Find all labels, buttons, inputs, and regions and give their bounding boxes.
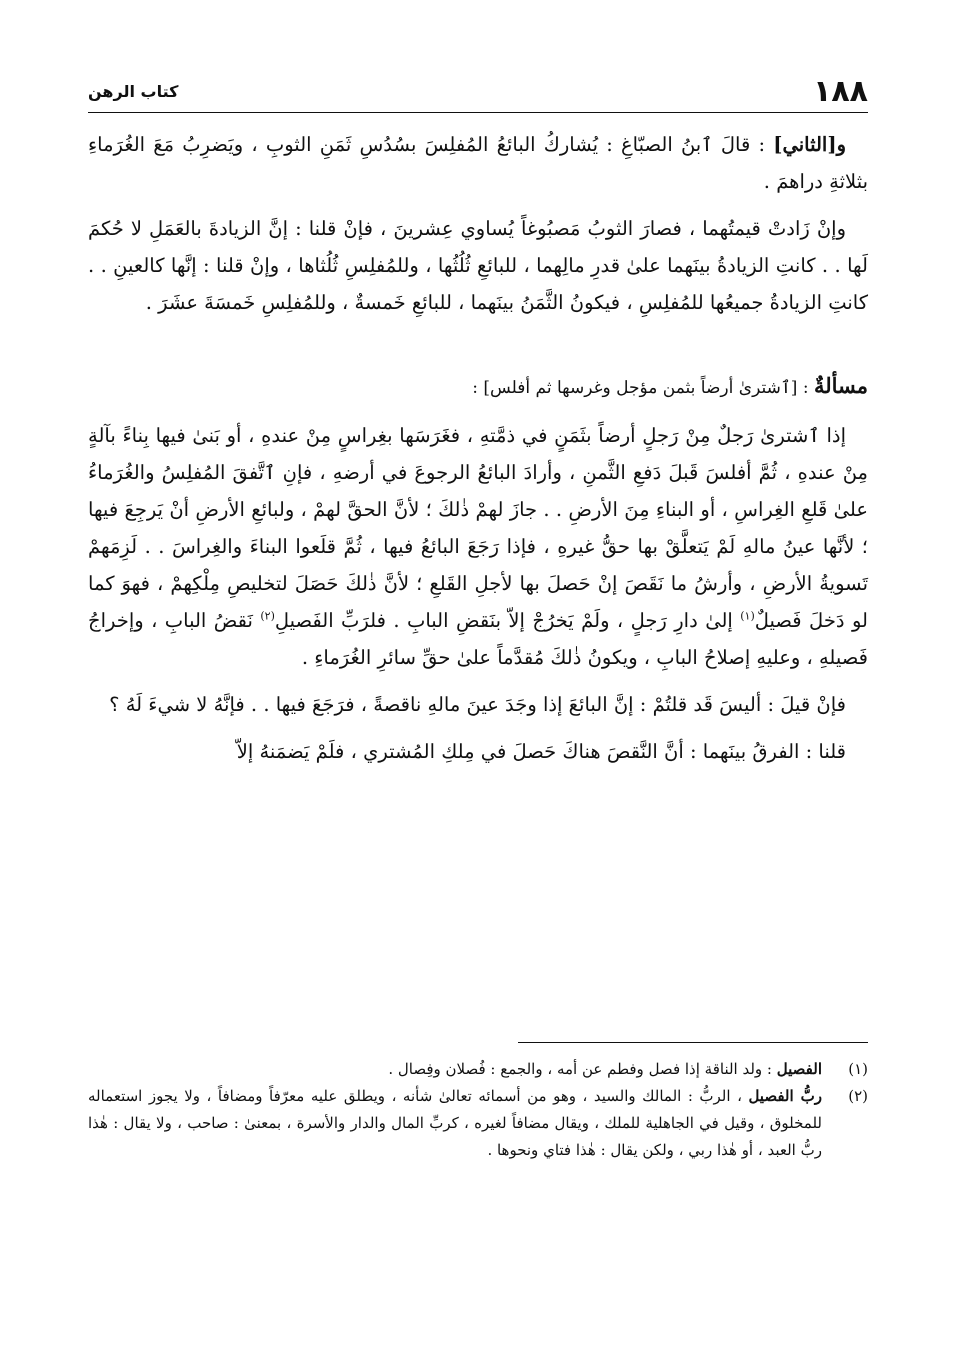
paragraph-4-text: فإنْ قيلَ : أليسَ قَد قلتُمْ : إنَّ البائعَ إذا وجَدَ عينَ مالهِ ناقصةً ، فرَجَعَ فيها . . فإنَّهُ لا شيءَ لَهُ ؟ <box>109 693 846 716</box>
paragraph-3-text-c: نَقضُ البابِ ، وإخراجُ فَصيلهِ ، وعليهِ إصلاحُ البابِ ، ويكونُ ذٰلكَ مُقدَّماً علىٰ حقِّ سائرِ الغُرَماءِ . <box>88 609 868 669</box>
paragraph-4 <box>88 686 868 723</box>
footnote-divider <box>518 1042 868 1043</box>
footnote-text <box>88 1083 822 1164</box>
paragraph-5-text: قلنا : الفرقُ بينَهما : أنَّ النَّقصَ هناكَ حَصلَ في مِلكِ المُشتري ، فلَمْ يَضمَنهُ إلاّ <box>236 740 846 763</box>
paragraph-3 <box>88 417 868 676</box>
footnote-2 <box>88 1083 868 1164</box>
paragraph-1-text: : قالَ ٱبنُ الصبّاغِ : يُشاركُ البائعُ المُفلِسَ بسُدُسِ ثَمَنِ الثوبِ ، ويَضرِبُ مَعَ الغُرَماءِ بثلاثةِ دراهمَ . <box>88 133 868 193</box>
page-header <box>88 74 868 109</box>
footnote-body: : ولد الناقة إذا فصل وفطم عن أمه ، والجمع : فُصلان وفِصال . <box>388 1060 777 1078</box>
heading-word: مسألةٌ <box>813 373 868 398</box>
page-number: ١٨٨ <box>813 74 868 109</box>
paragraph-5 <box>88 733 868 770</box>
paragraph-1-label: و[الثاني] <box>773 133 846 156</box>
footnote-ref-2[interactable]: (٢) <box>260 609 275 623</box>
footnote-number: (١) <box>848 1060 868 1078</box>
paragraph-1 <box>88 126 868 200</box>
footnote-number: (٢) <box>848 1087 868 1105</box>
footnote-label: الفصيل <box>776 1060 822 1078</box>
heading-text: : [ٱشترىٰ أرضاً بثمن مؤجل وغرسها ثم أفلس] : <box>472 378 814 398</box>
paragraph-2-text: وإنْ زَادتْ قيمتُهما ، فصارَ الثوبُ مَصبُوغاً يُساوي عِشرينَ ، فإنْ قلنا : إنَّ الزيادةَ بالعَمَلِ لا حُكمَ لَها . . كانتِ الزيادةُ بينَهما علىٰ قدرِ مالِهما ، للبائعِ ثُلُثُها ، وللمُفلِسِ ثُلُثاها ، وإنْ قلنا : إنَّها كالعينِ . . كانتِ الزيادةُ جميعُها للمُفلِسِ ، فيكونُ الثَّمَنُ بينَهما ، للبائعِ خَمسةٌ ، وللمُفلِسِ خَمسَةَ عشَرَ . <box>88 217 868 314</box>
book-page <box>88 74 868 1320</box>
header-divider <box>88 112 868 113</box>
footnotes <box>88 1056 868 1164</box>
paragraph-2 <box>88 210 868 321</box>
footnote-1 <box>88 1056 868 1083</box>
book-title: كتاب الرهن <box>88 82 179 101</box>
footnote-body: ، الربُّ : المالك والسيد ، وهو من أسمائه تعالىٰ شأنه ، ويطلق عليه معرّفاً ومضافاً ، ولا يجوز استعماله للمخلوق ، وقيل في الجاهلية للملك ، ويقال مضافاً لغيره ، كربِّ المال والدار والأسرة ، بمعنىٰ : صاحب ، ولا يقال : هٰذا ربُّ العبد ، أو هٰذا ربي ، ولكن يقال : هٰذا فتاي ونحوها . <box>88 1087 822 1159</box>
footnote-text <box>88 1056 822 1083</box>
footnote-ref-1[interactable]: (١) <box>740 609 755 623</box>
main-text <box>88 126 868 770</box>
paragraph-3-text-a: إذا ٱشترىٰ رَجلٌ مِنْ رَجلٍ أرضاً بثَمَنٍ في ذمَّتهِ ، فغَرَسَها بغِراسٍ مِنْ عندهِ ، أو بَنىٰ فيها بِناءً بآلةٍ مِنْ عندهِ ، ثُمَّ أفلسَ قَبلَ دَفعِ الثَّمنِ ، وأرادَ البائعُ الرجوعَ في أرضهِ ، فإنِ ٱتَّفقَ المُفلِسُ والغُرَماءُ علىٰ قَلعِ الغِراسِ ، أو البناءِ مِنَ الأرضِ . . جازَ لهمْ ذٰلكَ ؛ لأنَّ الحقَّ لهمْ ، ولبائعِ الأرضِ أنْ يَرجِعَ فيها ؛ لأنَّها عينُ مالهِ لَمْ يَتعلَّقْ بها حقُّ غيرهِ ، فإذا رَجَعَ البائعُ فيها ، ثُمَّ قلَعوا البناءَ والغِراسَ . . لَزِمَهمْ تَسويةُ الأرضِ ، وأرشُ ما نَقَصَ إنْ حَصلَ بها لأجلِ القَلعِ ؛ لأنَّ ذٰلكَ حَصَلَ لتخليصِ مِلْكِهمْ ، فهوَ كما لو دَخلَ فَصيلٌ <box>88 424 868 632</box>
footnote-label: ربُّ الفصيل <box>748 1087 822 1105</box>
section-heading <box>88 367 868 407</box>
paragraph-3-text-b: إلىٰ دارِ رَجلٍ ، ولَمْ يَخرُجْ إلاّ بنَقضِ البابِ . فلرَبِّ الفَصيلِ <box>274 609 741 632</box>
